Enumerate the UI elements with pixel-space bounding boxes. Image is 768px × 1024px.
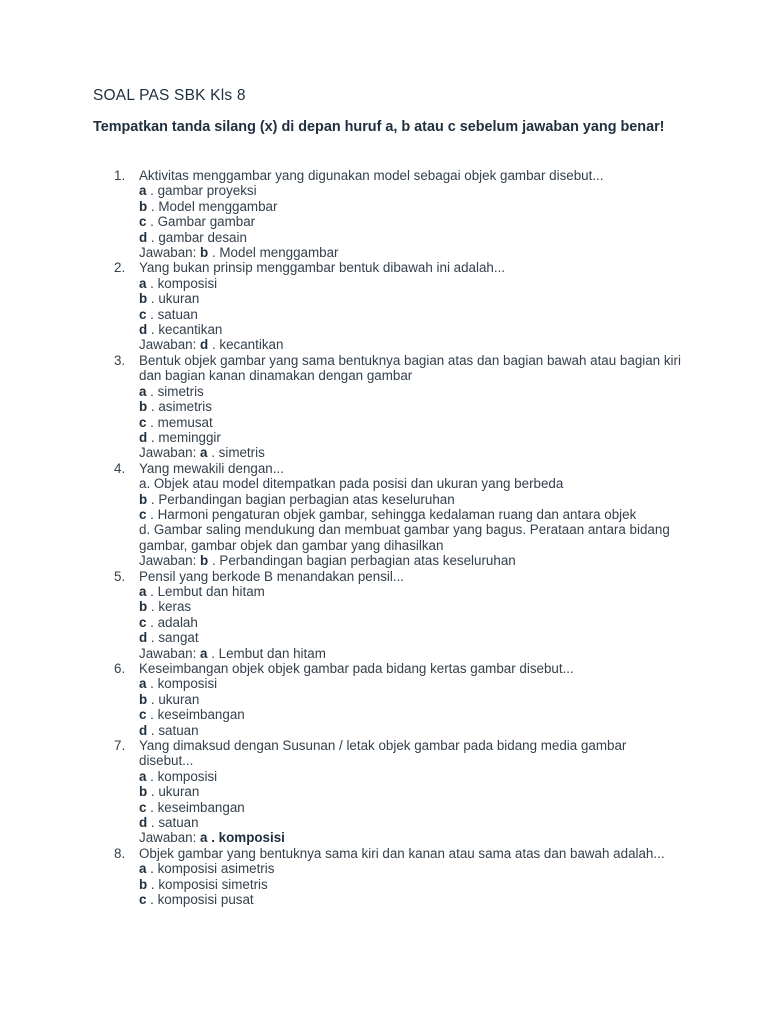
answer-letter: a bbox=[200, 445, 208, 461]
question-text: Keseimbangan objek objek gambar pada bidang kertas gambar disebut... bbox=[139, 661, 574, 676]
option-b bbox=[139, 599, 683, 614]
answer-line bbox=[139, 445, 683, 460]
answer-prefix: Jawaban: bbox=[139, 645, 201, 661]
question-item bbox=[93, 168, 683, 260]
option-letter: a bbox=[139, 383, 147, 399]
question-number: 4. bbox=[114, 460, 126, 476]
option-text: . komposisi bbox=[146, 275, 218, 291]
option-b bbox=[139, 399, 683, 414]
option-d bbox=[139, 522, 683, 553]
answer-letter: a . komposisi bbox=[200, 830, 285, 846]
option-a bbox=[139, 769, 683, 784]
option-letter: b bbox=[139, 784, 148, 800]
option-text: . ukuran bbox=[147, 691, 200, 707]
option-d bbox=[139, 815, 683, 830]
option-letter: d bbox=[139, 229, 148, 245]
option-letter: b bbox=[139, 399, 148, 415]
option-letter: d bbox=[139, 722, 148, 738]
answer-line bbox=[139, 646, 683, 661]
question-item bbox=[93, 569, 683, 661]
option-letter: d bbox=[139, 322, 148, 338]
option-a bbox=[139, 384, 683, 399]
question-text: Objek gambar yang bentuknya sama kiri dan kanan atau sama atas dan bawah adalah... bbox=[139, 845, 665, 861]
question-number: 6. bbox=[114, 661, 126, 676]
option-text: . ukuran bbox=[147, 784, 200, 800]
answer-prefix: Jawaban: bbox=[139, 337, 201, 353]
option-letter: a bbox=[139, 861, 147, 877]
option-a bbox=[139, 861, 683, 876]
option-d bbox=[139, 322, 683, 337]
option-letter: b bbox=[139, 491, 148, 507]
option-letter: a bbox=[139, 676, 147, 692]
option-letter: c bbox=[139, 414, 147, 430]
option-letter: b bbox=[139, 599, 148, 615]
option-text: . keras bbox=[147, 599, 192, 615]
option-text: . simetris bbox=[146, 383, 204, 399]
option-text: a. Objek atau model ditempatkan pada posisi dan ukuran yang berbeda bbox=[139, 476, 564, 492]
option-letter: b bbox=[139, 691, 148, 707]
option-text: . Model menggambar bbox=[147, 198, 278, 214]
answer-text: . Perbandingan bagian perbagian atas keseluruhan bbox=[208, 553, 516, 569]
option-b bbox=[139, 199, 683, 214]
option-a bbox=[139, 476, 683, 491]
answer-text: . Lembut dan hitam bbox=[207, 645, 326, 661]
option-letter: c bbox=[139, 214, 147, 230]
document-title: SOAL PAS SBK Kls 8 bbox=[93, 87, 246, 104]
question-number: 1. bbox=[114, 168, 126, 183]
option-letter: c bbox=[139, 614, 147, 630]
question-text: Pensil yang berkode B menandakan pensil... bbox=[139, 568, 405, 584]
question-item bbox=[93, 661, 683, 738]
option-b bbox=[139, 784, 683, 799]
option-text: . Harmoni pengaturan objek gambar, sehingga kedalaman ruang dan antara objek bbox=[146, 506, 637, 522]
option-text: . komposisi pusat bbox=[146, 892, 254, 908]
question-item bbox=[93, 353, 683, 461]
option-b bbox=[139, 877, 683, 892]
answer-line bbox=[139, 337, 683, 352]
option-b bbox=[139, 492, 683, 507]
option-text: d. Gambar saling mendukung dan membuat gambar yang bagus. Perataan antara bidang gambar, gambar objek dan gambar yang dihasilkan bbox=[139, 522, 670, 553]
option-text: . sangat bbox=[147, 630, 199, 646]
option-letter: d bbox=[139, 429, 148, 445]
option-a bbox=[139, 676, 683, 691]
option-text: . keseimbangan bbox=[146, 799, 245, 815]
option-letter: d bbox=[139, 815, 148, 831]
question-text: Yang mewakili dengan... bbox=[139, 460, 284, 476]
option-letter: a bbox=[139, 583, 147, 599]
option-text: . komposisi simetris bbox=[147, 876, 268, 892]
answer-line bbox=[139, 553, 683, 568]
option-letter: b bbox=[139, 198, 148, 214]
option-a bbox=[139, 183, 683, 198]
option-letter: c bbox=[139, 306, 147, 322]
option-c bbox=[139, 507, 683, 522]
option-d bbox=[139, 723, 683, 738]
answer-text: . Model menggambar bbox=[208, 245, 339, 261]
answer-letter: a bbox=[200, 645, 208, 661]
option-letter: c bbox=[139, 707, 147, 723]
option-letter: c bbox=[139, 799, 147, 815]
option-letter: a bbox=[139, 183, 147, 199]
option-d bbox=[139, 430, 683, 445]
answer-line bbox=[139, 245, 683, 260]
option-letter: a bbox=[139, 768, 147, 784]
option-text: . satuan bbox=[147, 722, 199, 738]
option-text: . komposisi bbox=[146, 676, 218, 692]
option-c bbox=[139, 707, 683, 722]
option-text: . ukuran bbox=[147, 291, 200, 307]
answer-text: . kecantikan bbox=[208, 337, 284, 353]
question-item bbox=[93, 260, 683, 352]
option-text: . Perbandingan bagian perbagian atas keseluruhan bbox=[147, 491, 455, 507]
question-item bbox=[93, 738, 683, 846]
option-c bbox=[139, 615, 683, 630]
option-letter: b bbox=[139, 291, 148, 307]
option-a bbox=[139, 276, 683, 291]
answer-prefix: Jawaban: bbox=[139, 445, 201, 461]
question-item bbox=[93, 461, 683, 569]
question-number: 7. bbox=[114, 738, 126, 754]
option-d bbox=[139, 630, 683, 645]
question-number: 2. bbox=[114, 260, 126, 276]
option-text: . keseimbangan bbox=[146, 707, 245, 723]
option-text: . memusat bbox=[146, 414, 213, 430]
option-letter: d bbox=[139, 630, 148, 646]
question-text: Yang dimaksud dengan Susunan / letak objek gambar pada bidang media gambar disebut... bbox=[139, 738, 627, 769]
question-list bbox=[93, 168, 683, 908]
option-b bbox=[139, 291, 683, 306]
option-c bbox=[139, 214, 683, 229]
option-d bbox=[139, 230, 683, 245]
option-letter: c bbox=[139, 892, 147, 908]
option-text: . meminggir bbox=[147, 429, 221, 445]
option-text: . komposisi bbox=[146, 768, 218, 784]
option-text: . gambar proyeksi bbox=[146, 183, 257, 199]
answer-line bbox=[139, 830, 683, 845]
option-text: . Lembut dan hitam bbox=[146, 583, 265, 599]
instruction-text: Tempatkan tanda silang (x) di depan huruf a, b atau c sebelum jawaban yang benar! bbox=[93, 119, 665, 135]
answer-prefix: Jawaban: bbox=[139, 553, 201, 569]
option-text: . komposisi asimetris bbox=[146, 861, 275, 877]
option-text: . satuan bbox=[147, 815, 199, 831]
option-letter: a bbox=[139, 275, 147, 291]
question-text: Aktivitas menggambar yang digunakan model sebagai objek gambar disebut... bbox=[139, 168, 604, 183]
question-item bbox=[93, 846, 683, 908]
option-c bbox=[139, 415, 683, 430]
answer-prefix: Jawaban: bbox=[139, 245, 201, 261]
option-c bbox=[139, 892, 683, 907]
option-text: . asimetris bbox=[147, 399, 212, 415]
question-text: Bentuk objek gambar yang sama bentuknya bagian atas dan bagian bawah atau bagian kiri dan bagian kanan dinamakan dengan gambar bbox=[139, 352, 681, 384]
answer-letter: d bbox=[200, 337, 209, 353]
answer-letter: b bbox=[200, 553, 209, 569]
option-b bbox=[139, 692, 683, 707]
question-number: 8. bbox=[114, 845, 126, 861]
option-letter: b bbox=[139, 876, 148, 892]
option-text: . adalah bbox=[146, 614, 198, 630]
option-letter: c bbox=[139, 506, 147, 522]
option-text: . kecantikan bbox=[147, 322, 223, 338]
answer-letter: b bbox=[200, 245, 209, 261]
option-c bbox=[139, 307, 683, 322]
option-text: . gambar desain bbox=[147, 229, 247, 245]
question-number: 5. bbox=[114, 568, 126, 584]
option-c bbox=[139, 800, 683, 815]
option-text: . satuan bbox=[146, 306, 198, 322]
option-text: . Gambar gambar bbox=[146, 214, 256, 230]
answer-prefix: Jawaban: bbox=[139, 830, 201, 846]
question-number: 3. bbox=[114, 352, 126, 368]
option-a bbox=[139, 584, 683, 599]
question-text: Yang bukan prinsip menggambar bentuk dibawah ini adalah... bbox=[139, 260, 506, 276]
answer-text: . simetris bbox=[207, 445, 265, 461]
